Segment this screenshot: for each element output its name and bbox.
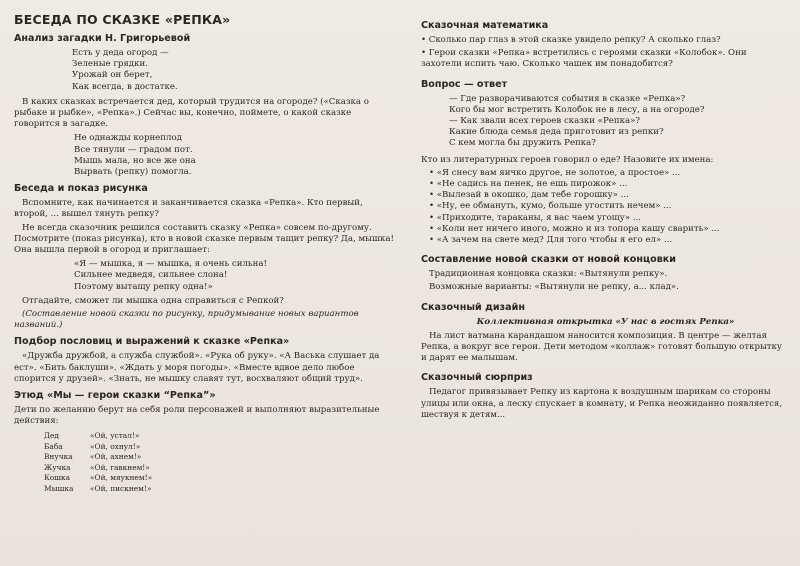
name-line: • «Приходите, тараканы, я вас чаем угощу» ...	[428, 212, 642, 223]
riddle-heading: Анализ загадки Н. Григорьевой	[14, 33, 191, 44]
qa-heading: Вопрос — ответ	[420, 78, 508, 90]
role-row	[44, 452, 399, 463]
role-row	[44, 473, 399, 484]
role-name: Мышка	[44, 483, 74, 493]
qa-line: — Как звали всех героев сказки «Репка»?	[448, 116, 640, 127]
role-row	[44, 484, 399, 495]
talk-paragraph-2: Не всегда сказочник решился составить сказку «Репка» совсем по-другому. Посмотрите (показ рисунка), кто в новой сказке первым тащит репку? Да, мышка! Она вышла первой в огород и приглашает:	[14, 222, 394, 256]
etude-paragraph: Дети по желанию берут на себя роли персонажей и выполняют выразительные действия:	[14, 405, 380, 427]
quote-line: Сильнее медведя, сильнее слона!	[74, 270, 228, 281]
quote-line: Поэтому вытащу репку одна!»	[74, 281, 213, 292]
surprise-paragraph: Педагог привязывает Репку из картона к воздушным шарикам со стороны улицы или окна, а леску спускает в комнату, и Репка неожиданно появляется, шествуя к детям...	[420, 387, 783, 420]
math-item-2: • Герои сказки «Репка» встретились с героями сказки «Колобок». Они захотели испить чаю. Сколько чашек им понадобится?	[420, 48, 747, 70]
verse-line: Все тянули — градом пот.	[74, 144, 193, 155]
ending-heading: Составление новой сказки от новой концовки	[420, 254, 677, 266]
role-line: «Ой, устал!»	[90, 431, 140, 441]
verse-line: Как всегда, в достатке.	[72, 81, 178, 92]
verse-line: Урожай он берет,	[72, 70, 153, 81]
riddle-verse	[14, 48, 399, 93]
page-title: БЕСЕДА ПО СКАЗКЕ «РЕПКА»	[14, 12, 231, 27]
proverbs-paragraph: «Дружба дружбой, а служба службой». «Рука об руку». «А Васька слушает да ест». «Бить баклуши». «Ждать у моря погоды». «Вместе вдвое дело любое спорится у друзей». «Знать, не мышку славят тут, восхваляют общий труд».	[14, 351, 380, 384]
qa-line: Какие блюда семья деда приготовит из репки?	[448, 127, 664, 138]
ending-paragraph-2: Возможные варианты: «Вытянули не репку, а... клад».	[428, 282, 679, 293]
verse-line: Мышь мала, но все же она	[74, 155, 196, 166]
surprise-heading: Сказочный сюрприз	[420, 372, 533, 384]
verse-line: Зеленые грядки.	[72, 59, 148, 70]
verse-line: Вырвать (репку) помогла.	[74, 167, 192, 178]
right-column	[421, 12, 790, 560]
math-heading: Сказочная математика	[420, 20, 549, 31]
left-column	[14, 12, 399, 560]
role-line: «Ой, мяукнем!»	[90, 473, 153, 483]
role-line: «Ой, пискнем!»	[90, 483, 152, 493]
riddle-paragraph: В каких сказках встречается дед, который трудится на огороде? («Сказка о рыбаке и рыбке», «Репка».) Сейчас вы, конечно, поймете, о какой сказке говорится в загадке.	[14, 96, 369, 130]
math-item-1: • Сколько пар глаз в этой сказке увидело репку? А сколько глаз?	[420, 35, 721, 45]
quote-line: «Я — мышка, я — мышка, я очень сильна!	[74, 259, 267, 270]
role-name: Баба	[44, 441, 63, 451]
talk-heading: Беседа и показ рисунка	[14, 183, 148, 195]
talk-paragraph-1: Вспомните, как начинается и заканчивается сказка «Репка». Кто первый, второй, ... вышел тянуть репку?	[14, 198, 363, 220]
role-line: «Ой, ахнем!»	[90, 452, 142, 462]
name-line: • «А зачем на свете мед? Для того чтобы я его ел» ...	[428, 235, 673, 246]
name-line: • «Я снесу вам яичко другое, не золотое, а простое» ...	[428, 167, 681, 178]
role-row	[44, 431, 399, 442]
qa-line: С кем могла бы дружить Репка?	[448, 138, 596, 149]
qa-paragraph: Кто из литературных героев говорил о еде? Назовите их имена:	[420, 154, 714, 165]
etude-heading: Этюд «Мы — герои сказки “Репка”»	[14, 390, 216, 402]
verse-line: Не однажды корнеплод	[74, 133, 182, 144]
role-name: Дед	[44, 431, 59, 441]
talk-paragraph-4: (Составление новой сказки по рисунку, придумывание новых вариантов названий.)	[14, 309, 359, 331]
role-name: Кошка	[44, 473, 71, 483]
talk-paragraph-3: Отгадайте, сможет ли мышка одна справиться с Репкой?	[22, 295, 284, 306]
role-row	[44, 463, 399, 474]
qa-line: — Где разворачиваются события в сказке «Репка»?	[448, 93, 686, 104]
name-line: • «Не садись на пенек, не ешь пирожок» ...	[428, 179, 628, 190]
role-row	[44, 442, 399, 453]
name-line: • «Ну, ее обмануть, кумо, больше угостить нечем» ...	[428, 201, 672, 212]
proverbs-heading: Подбор пословиц и выражений к сказке «Репка»	[14, 336, 290, 348]
roles-list	[14, 431, 399, 494]
names-list	[421, 168, 790, 246]
design-paragraph: На лист ватмана карандашом наносится композиция. В центре — желтая Репка, а вокруг все герои. Дети методом «коллаж» готовят большую открытку и дарят ее малышам.	[420, 330, 782, 364]
role-name: Внучка	[44, 452, 73, 462]
role-line: «Ой, охнул!»	[90, 441, 141, 451]
mouse-quote	[14, 259, 399, 293]
ending-paragraph-1: Традиционная концовка сказки: «Вытянули репку».	[428, 269, 668, 280]
name-line: • «Вылезай в окошко, дам тебе горошку» ...	[428, 190, 629, 201]
card-title: Коллективная открытка «У нас в гостях Репка»	[476, 316, 735, 327]
role-line: «Ой, гавкнем!»	[90, 462, 150, 472]
design-heading: Сказочный дизайн	[420, 301, 525, 313]
name-line: • «Коли нет ничего иного, можно и из топора кашу сварить» ...	[428, 223, 720, 234]
riddle-verse-2	[14, 133, 399, 178]
qa-line: Кого бы мог встретить Колобок не в лесу, а на огороде?	[448, 104, 705, 115]
qa-list	[421, 94, 790, 150]
role-name: Жучка	[44, 462, 71, 472]
verse-line: Есть у деда огород —	[72, 48, 169, 58]
